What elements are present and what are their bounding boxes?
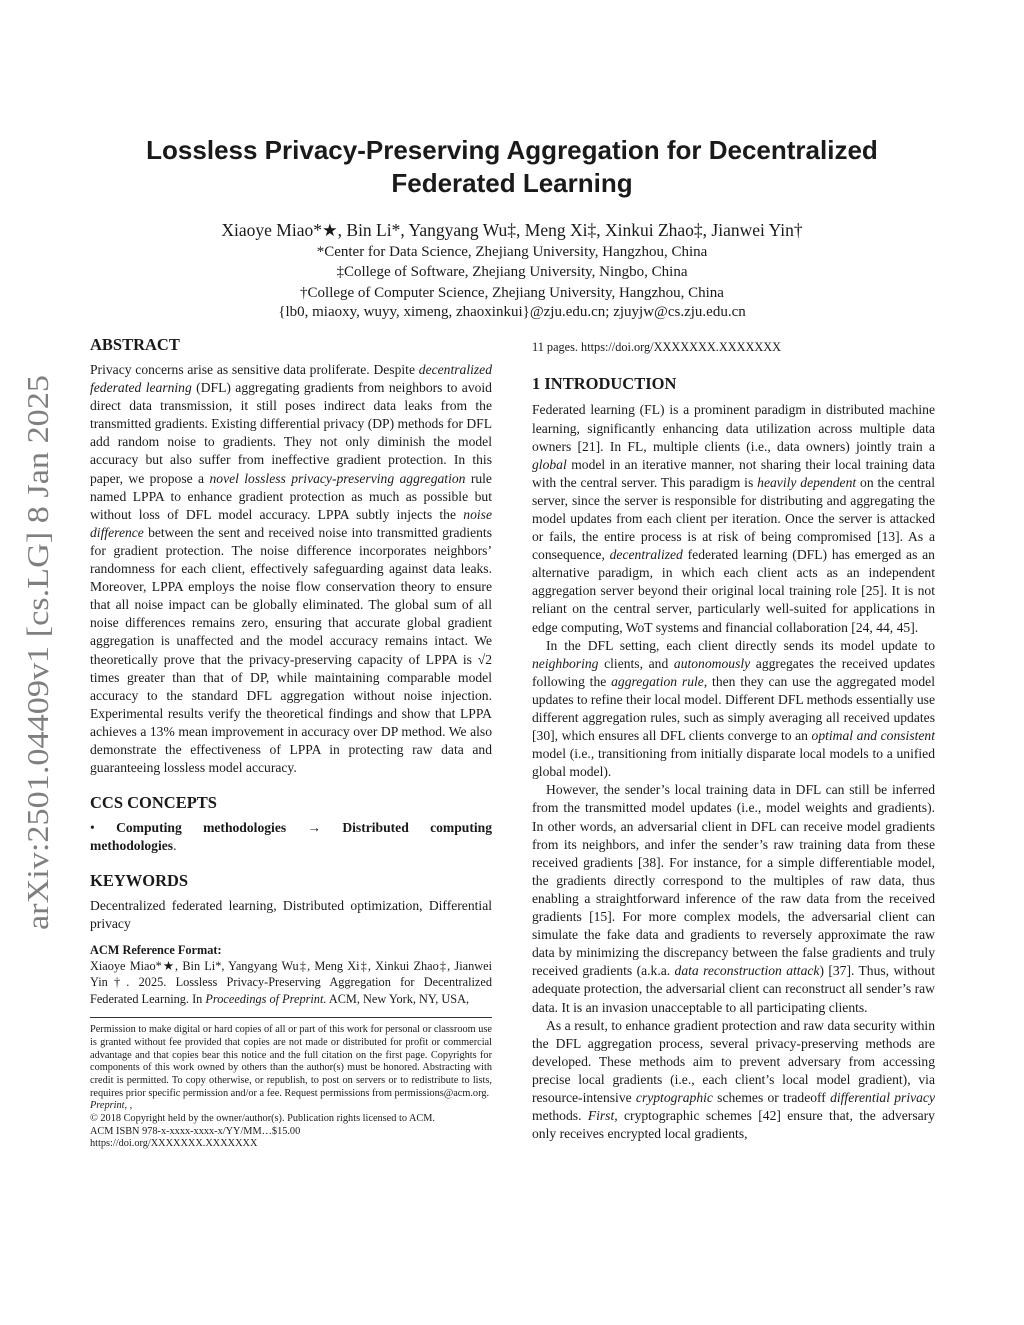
- acm-reference-continuation: 11 pages. https://doi.org/XXXXXXX.XXXXXXX: [532, 340, 781, 354]
- abstract-text: Privacy concerns arise as sensitive data proliferate. Despite decentralized federated learning (DFL) aggregating gradients from neighbors to avoid direct data transmission, it still poses indirect data leaks from the transmitted gradients. Existing differential privacy (DP) methods for DFL add random noise to gradients. They not only diminish the model accuracy but also suffer from ineffective gradient protection. In this paper, we propose a novel lossless privacy-preserving aggregation rule named LPPA to enhance gradient protection as much as possible but without loss of DFL model accuracy. LPPA subtly injects the noise difference between the sent and received noise into transmitted gradients for gradient protection. The noise difference incorporates neighbors’ randomness for each client, effectively safeguarding against data leaks. Moreover, LPPA employs the noise flow conservation theory to ensure that all noise impact can be globally eliminated. The global sum of all noise differences remains zero, ensuring that accurate global gradient aggregation is unaffected and the model accuracy remains intact. We theoretically prove that the privacy-preserving capacity of LPPA is √2 times greater than that of DP, while maintaining comparable model accuracy to the standard DFL aggregation without noise injection. Experimental results verify the theoretical findings and show that LPPA achieves a 13% mean improvement in accuracy over DP method. We also demonstrate the effectiveness of LPPA in protecting raw data and guaranteeing lossless model accuracy.: [90, 362, 493, 776]
- right-column: [532, 339, 935, 1143]
- copyright-line: © 2018 Copyright held by the owner/author(s). Publication rights licensed to ACM.: [90, 1113, 436, 1125]
- affiliation-1: *Center for Data Science, Zhejiang University, Hangzhou, China: [316, 244, 708, 260]
- footnote-divider: [90, 1017, 492, 1018]
- author-list: Xiaoye Miao*★, Bin Li*, Yangyang Wu‡, Meng Xi‡, Xinkui Zhao‡, Jianwei Yin†: [221, 220, 803, 240]
- keywords-text: Decentralized federated learning, Distributed optimization, Differential privacy: [90, 898, 492, 932]
- preprint-label: Preprint, ,: [90, 1100, 133, 1112]
- permission-block: [90, 1024, 492, 1151]
- paper-title: [80, 134, 944, 200]
- intro-paragraph-3: However, the sender’s local training data in DFL can still be inferred from the transmitted model updates (i.e., model weights and gradients). In other words, an adversarial client in DFL can receive model gradients from its neighbors, and infer the sender’s raw training data from these received gradients [38]. For instance, for a simple differentiable model, the gradients directly correspond to the multiples of raw data, thus enabling a straightforward inference of the raw data from the received gradients [15]. For more complex models, the adversarial client can simulate the fake data and gradients to reversely approximate the raw data by minimizing the discrepancy between the false gradients and truly received gradients (a.k.a. data reconstruction attack) [37]. Thus, without adequate protection, the adversarial client can reconstruct all sender’s raw data. It is an invasion unacceptable to all participating clients.: [532, 782, 935, 1015]
- left-column: [90, 335, 492, 1151]
- arxiv-id-text: arXiv:2501.04409v1 [cs.LG] 8 Jan 2025: [20, 427, 55, 930]
- introduction-heading: 1 INTRODUCTION: [532, 374, 677, 394]
- author-emails: {lb0, miaoxy, wuyy, ximeng, zhaoxinkui}@zju.edu.cn; zjuyjw@cs.zju.edu.cn: [278, 304, 746, 320]
- acm-reference-heading: ACM Reference Format:: [90, 942, 222, 957]
- keywords-heading: KEYWORDS: [90, 871, 189, 891]
- intro-paragraph-1: Federated learning (FL) is a prominent paradigm in distributed machine learning, significantly enhancing data utilization across multiple data owners [21]. In FL, multiple clients (i.e., data owners) jointly train a global model in an iterative manner, not sharing their local training data with the central server. This paradigm is heavily dependent on the central server, since the server is responsible for distributing and aggregating the model updates from each client per iteration. Once the server is attacked or fails, the entire process is at risk of being compromised [13]. As a consequence, decentralized federated learning (DFL) has emerged as an alternative paradigm, in which each client acts as an independent aggregation server beyond their original local training role [25]. It is not reliant on the central server, particularly well-suited for applications in edge computing, WoT systems and financial collaboration [24, 44, 45].: [532, 402, 935, 635]
- abstract-heading: ABSTRACT: [90, 335, 180, 354]
- ccs-heading: CCS CONCEPTS: [90, 793, 217, 813]
- ccs-concepts: • Computing methodologies → Distributed computing methodologies.: [90, 820, 492, 854]
- isbn-line: ACM ISBN 978-x-xxxx-xxxx-x/YY/MM…$15.00: [90, 1125, 301, 1137]
- acm-reference-text: Xiaoye Miao*★, Bin Li*, Yangyang Wu‡, Meng Xi‡, Xinkui Zhao‡, Jianwei Yin†. 2025. Lossless Privacy-Preserving Aggregation for Decentralized Federated Learning. In Proceedings of Preprint. ACM, New York, NY, USA,: [90, 958, 492, 1006]
- arxiv-identifier-stamp: [10, 370, 60, 930]
- permission-text: Permission to make digital or hard copies of all or part of this work for personal or classroom use is granted without fee provided that copies are not made or distributed for profit or commercial advantage and that copies bear this notice and the full citation on the first page. Copyrights for components of this work owned by others than the author(s) must be honored. Abstracting with credit is permitted. To copy otherwise, or republish, to post on servers or to redistribute to lists, requires prior specific permission and/or a fee. Request permissions from permissions@acm.org.: [90, 1024, 492, 1099]
- affiliation-3: †College of Computer Science, Zhejiang University, Hangzhou, China: [300, 285, 724, 301]
- title-line-2: Federated Learning: [391, 168, 633, 198]
- intro-paragraph-4: As a result, to enhance gradient protection and raw data security within the DFL aggregation process, several privacy-preserving methods are developed. These methods aim to prevent adversary from accessing precise local gradients (i.e., each client’s local model gradient), via resource-intensive cryptographic schemes or tradeoff differential privacy methods. First, cryptographic schemes [42] ensure that, the adversary only receives encrypted local gradients,: [532, 1017, 935, 1142]
- doi-line: https://doi.org/XXXXXXX.XXXXXXX: [90, 1138, 258, 1150]
- title-line-1: Lossless Privacy-Preserving Aggregation for Decentralized: [146, 135, 878, 165]
- intro-paragraph-2: In the DFL setting, each client directly sends its model update to neighboring clients, and autonomously aggregates the received updates following the aggregation rule, then they can use the aggregated model updates to refine their local model. Different DFL methods essentially use different aggregation rules, such as simply averaging all received updates [30], which ensures all DFL clients converge to an optimal and consistent model (i.e., transitioning from initially disparate local models to a unified global model).: [532, 637, 935, 780]
- affiliation-2: ‡College of Software, Zhejiang University, Ningbo, China: [336, 264, 688, 280]
